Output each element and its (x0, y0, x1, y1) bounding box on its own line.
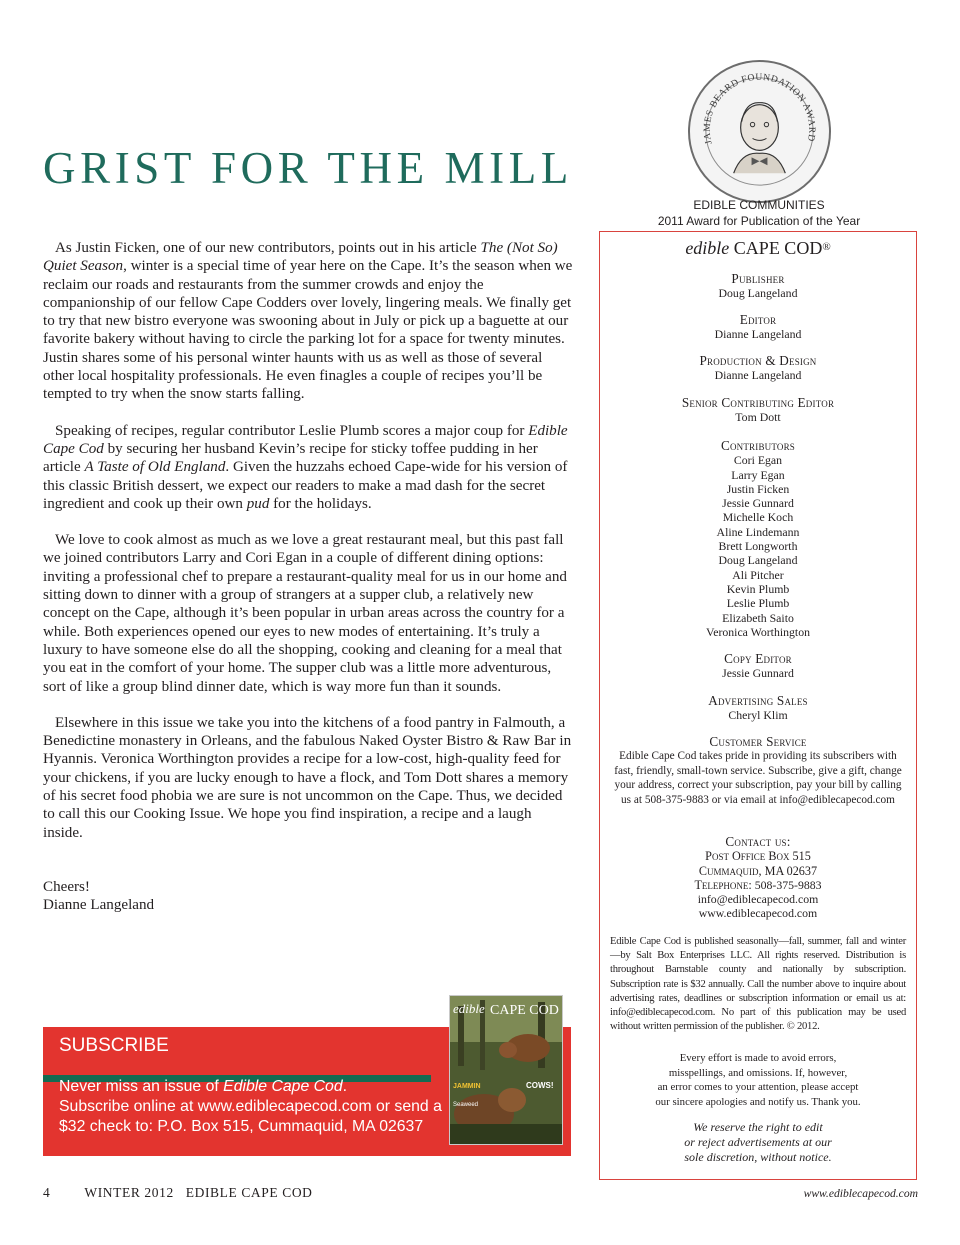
role-title: Advertising Sales (708, 693, 808, 708)
award-line: 2011 Award for Publication of the Year (657, 214, 861, 228)
phone-number: 508-375-9883 (754, 877, 822, 892)
errors-notice (610, 1051, 906, 1109)
contributor-name: Justin Ficken (726, 481, 790, 496)
role-title: Contact us: (725, 834, 791, 849)
paragraph-text: . Given the huzzahs echoed Cape-wide for his version of this classic British dessert, we expect our readers to make a mad dash for the secret ingredient and cook up their own (43, 459, 568, 512)
magazine-label: EDIBLE CAPE COD (185, 1185, 313, 1200)
paragraph-text: for the holidays. (269, 495, 372, 512)
magazine-cover-image (450, 996, 562, 1144)
seal-artwork (690, 62, 829, 201)
paragraph: Elsewhere in this issue we take you into the kitchens of a food pantry in Falmouth, a Benedictine monastery in Orleans, and the fabulous Naked Oyster Bistro & Raw Bar in Hyannis. Veronica Worthington provides a recipe for a low-cost, high-quality feed for your chickens, if you are lucky enough to have a flock, and Tom Dott shares a memory of his secret food phobia we are sure is not uncommon on the Cape. Thus, we decided to call this our Cooking Issue. We hope you find inspiration, a recipe and a laugh inside. (43, 714, 572, 841)
issue-label: WINTER 2012 (84, 1185, 174, 1200)
paragraph-text: Speaking of recipes, regular contributor Leslie Plumb scores a major coup for (55, 422, 529, 439)
contact-website[interactable]: www.ediblecapecod.com (698, 906, 818, 921)
cover-tag: COWS! (526, 1081, 554, 1090)
staff-name: Dianne Langeland (714, 368, 802, 383)
paragraph (43, 239, 573, 404)
staff-name: Cheryl Klim (728, 708, 788, 723)
paragraph-text: , winter is a special time of year here on the Cape. It’s the season when we reclaim our roads and restaurants from the summer crowds and enjoy the companionship of our fellow Cape Codders over lovely, lingering meals. We finally get to try that new bistro everyone was swooning about in July or pick up a baguette at our favorite bakery without having to circle the parking lot for a space for twenty minutes. Justin shares some of his personal winter haunts with us as well as those of several other local hospitality professionals. He even finagles a couple of recipes you’ll be tempted to try when the snow starts falling. (43, 258, 573, 403)
masthead-contributors (610, 439, 906, 639)
signoff-text: Cheers! (43, 878, 90, 895)
subscribe-body (59, 1077, 442, 1137)
contributor-name: Kevin Plumb (726, 581, 790, 596)
signature: Dianne Langeland (43, 897, 155, 914)
cover-masthead-edible: edible (453, 1001, 485, 1016)
page-footer (43, 1185, 313, 1201)
james-beard-award-seal (688, 60, 831, 203)
contributor-name: Elizabeth Saito (722, 610, 794, 625)
subscribe-text: Never miss an issue of (59, 1078, 224, 1095)
role-title: Contributors (720, 438, 796, 453)
masthead-advertising (610, 694, 906, 723)
role-title: Editor (739, 312, 777, 327)
contact-city: Cummaquid, MA 02637 (698, 863, 818, 878)
magazine-name: Edible Cape Cod (223, 1078, 343, 1095)
subscribe-title: SUBSCRIBE (59, 1035, 169, 1056)
contact-email[interactable]: info@ediblecapecod.com (697, 892, 819, 907)
contributor-name: Leslie Plumb (726, 596, 790, 611)
brand-name: CAPE COD (733, 238, 823, 258)
editor-letter (43, 239, 573, 933)
contributor-name: Larry Egan (731, 467, 785, 482)
staff-name: Doug Langeland (718, 286, 798, 301)
magazine-name: Edible Cape Cod (43, 422, 568, 457)
page-number: 4 (43, 1185, 51, 1200)
masthead-customer-service (610, 735, 906, 807)
service-text: Edible Cape Cod takes pride in providing its subscribers with fast, friendly, small-town service. Subscribe, give a gift, change your address, correct your subscription, pay your bill by calling us at 508-375-9883 or via email at info@ediblecapecod.com (614, 750, 902, 806)
reserve-line: sole discretion, without notice. (684, 1149, 832, 1164)
subscribe-address: $32 check to: P.O. Box 515, Cummaquid, MA 02637 (59, 1118, 424, 1135)
emphasis: pud (246, 495, 270, 512)
reserve-line: We reserve the right to edit (693, 1120, 823, 1134)
staff-name: Dianne Langeland (714, 327, 802, 342)
role-title: Senior Contributing Editor (681, 395, 835, 410)
staff-name: Tom Dott (735, 410, 781, 425)
registered-mark: ® (822, 241, 831, 253)
cover-tag: Seaweed (453, 1102, 479, 1108)
masthead-senior-editor (610, 396, 906, 425)
masthead-production (610, 354, 906, 383)
contributor-name: Veronica Worthington (706, 624, 810, 639)
role-title: Publisher (731, 271, 785, 286)
masthead-copy-editor (610, 652, 906, 681)
role-title: Customer Service (709, 734, 807, 749)
errors-line: Every effort is made to avoid errors, (679, 1052, 837, 1064)
seal-text: JAMES BEARD FOUNDATION AWARD (702, 72, 817, 146)
masthead-brand (600, 238, 916, 259)
paragraph (43, 422, 573, 513)
contact-address: Post Office Box 515 (705, 849, 811, 864)
article-title: The (Not So) Quiet Season (43, 240, 558, 275)
paragraph-text: by securing her husband Kevin’s recipe for sticky toffee pudding in her article (43, 440, 538, 476)
masthead-box (599, 231, 917, 1180)
errors-line: misspellings, and omissions. If, however, (668, 1066, 848, 1079)
reserve-notice (610, 1120, 906, 1164)
masthead-contact (610, 835, 906, 921)
contributor-name: Jessie Gunnard (722, 496, 794, 511)
cover-illustration (450, 996, 562, 1144)
contributor-name: Cori Egan (733, 453, 783, 468)
phone-label: Telephone: (694, 877, 752, 892)
contributor-list (610, 453, 906, 639)
brand-edible: edible (685, 238, 730, 258)
masthead-editor (610, 313, 906, 342)
paragraph-text: As Justin Ficken, one of our new contributors, points out in his article (55, 240, 481, 256)
contact-phone (610, 878, 906, 892)
reserve-line: or reject advertisements at our (684, 1134, 832, 1149)
contributor-name: Aline Lindemann (716, 524, 800, 539)
paragraph: We love to cook almost as much as we love a great restaurant meal, but this past fall we joined contributors Larry and Cori Egan in a couple of different dining options: inviting a professional chef to prepare a restaurant-quality meal for us in our home and sitting down to dinner with a group of strangers at a supper club, a relatively new concept on the Cape, although it’s been popular in urban areas across the country for a while. Both experiences opened our eyes to new modes of entertaining. It’s truly a luxury to have someone else do all the shopping, cooking and cleaning for a meal that you eat in the comfort of your home. The supper club was a little more adventurous, sort of like a group blind dinner date, which is way more fun than it sounds. (43, 532, 567, 695)
contributor-name: Doug Langeland (718, 553, 798, 568)
cover-tag: JAMMIN (453, 1083, 481, 1090)
page-title: GRIST FOR THE MILL (43, 143, 573, 193)
contributor-name: Ali Pitcher (732, 567, 784, 582)
errors-line: our sincere apologies and notify us. Thank you. (655, 1095, 861, 1108)
cover-masthead-name: CAPE COD (490, 1003, 559, 1018)
subscribe-text: Subscribe online at www.ediblecapecod.com or send a (59, 1098, 442, 1115)
role-title: Production & Design (699, 353, 817, 368)
subscribe-text: . (342, 1078, 347, 1095)
article-title: A Taste of Old England (84, 459, 226, 476)
role-title: Copy Editor (724, 651, 792, 666)
contributor-name: Michelle Koch (722, 510, 794, 525)
masthead-publisher (610, 272, 906, 301)
signoff (43, 878, 573, 915)
contributor-name: Brett Longworth (718, 539, 798, 554)
errors-line: an error comes to your attention, please accept (657, 1081, 859, 1094)
staff-name: Jessie Gunnard (722, 666, 794, 681)
award-line: EDIBLE COMMUNITIES (693, 198, 825, 212)
publication-notice: Edible Cape Cod is published seasonally—fall, summer, fall and winter—by Salt Box Enterprises LLC. All rights reserved. Distribution is throughout Barnstable county and nationally by subscription. Subscription rate is $32 annually. Call the number above to inquire about advertising rates, deadlines or subscription information or email us at: info@ediblecapecod.com. No part of this publication may be used without written permission of the publisher. © 2012. (610, 936, 906, 1033)
footer-url[interactable]: www.ediblecapecod.com (803, 1187, 918, 1200)
